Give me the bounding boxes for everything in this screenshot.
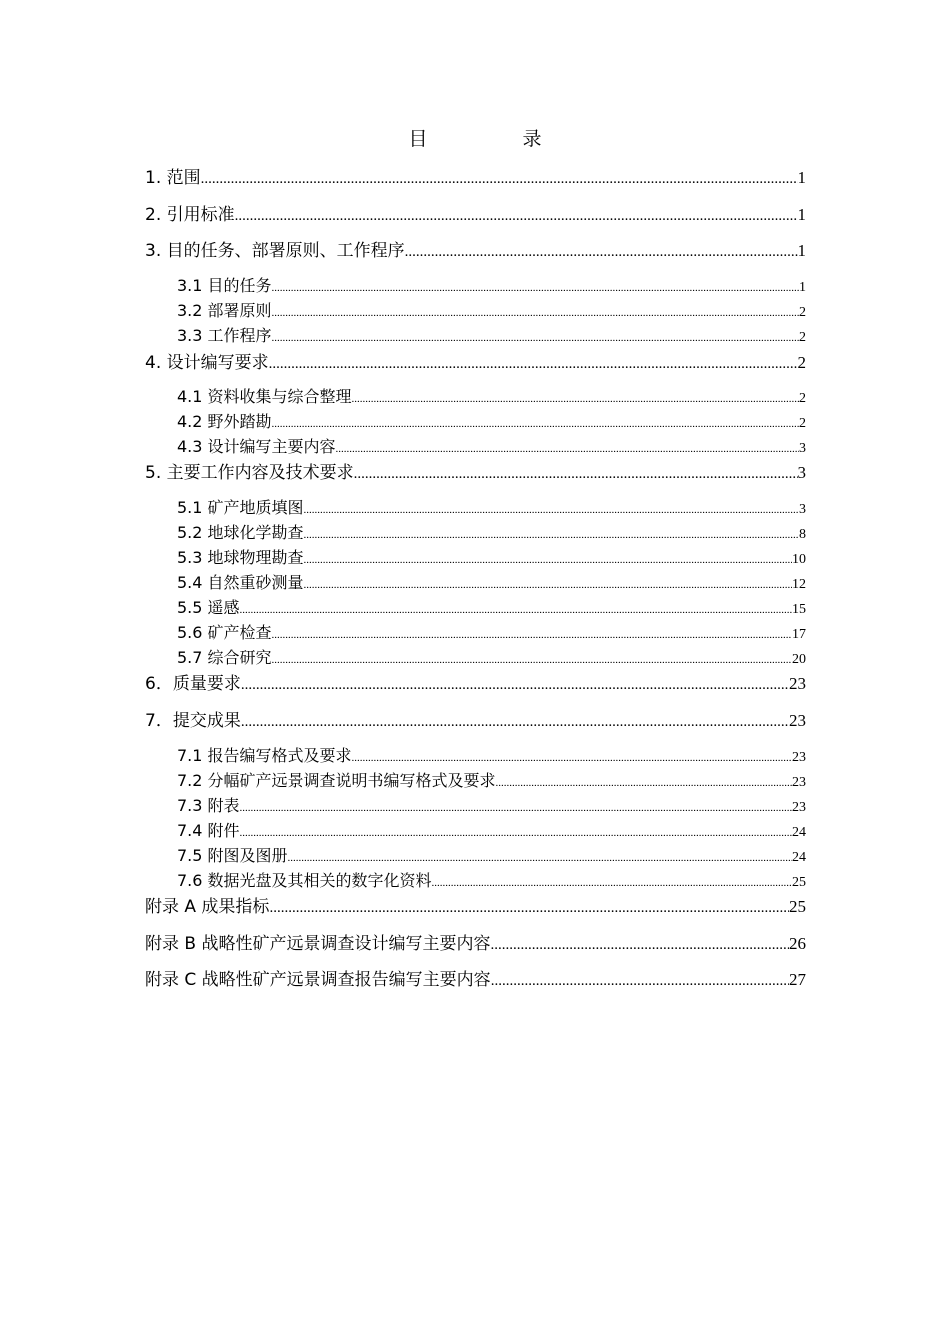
toc-entry-page: 1 xyxy=(797,205,806,224)
toc-leader-dots xyxy=(304,504,799,516)
toc-entry-page: 1 xyxy=(799,280,806,295)
toc-leader-dots xyxy=(304,529,799,541)
toc-entry-text: 5.4 自然重砂测量 xyxy=(177,573,304,592)
toc-entry-7-6[interactable] xyxy=(177,868,806,891)
toc-entry-text: 5.6 矿产检查 xyxy=(177,623,272,642)
toc-entry-3-2[interactable] xyxy=(177,298,806,321)
toc-entry-page: 3 xyxy=(799,502,806,517)
toc-entry-page: 17 xyxy=(792,627,806,642)
toc-leader-dots xyxy=(269,900,789,917)
toc-entry-text: 2. 引用标准 xyxy=(145,205,235,225)
toc-entry-text: 7.1 报告编写格式及要求 xyxy=(177,746,352,765)
toc-entry-text: 4.1 资料收集与综合整理 xyxy=(177,387,352,406)
toc-entry-text: 7.2 分幅矿产远景调查说明书编写格式及要求 xyxy=(177,771,496,790)
toc-entry-text: 5. 主要工作内容及技术要求 xyxy=(145,463,354,483)
toc-leader-dots xyxy=(240,827,792,839)
toc-entry-page: 26 xyxy=(789,934,806,953)
toc-entry-page: 24 xyxy=(792,850,806,865)
toc-entry-5[interactable] xyxy=(145,458,806,483)
toc-entry-page: 24 xyxy=(792,825,806,840)
toc-leader-dots xyxy=(272,418,799,430)
toc-entry-text: 5.1 矿产地质填图 xyxy=(177,498,304,517)
toc-entry-text: 3. 目的任务、部署原则、工作程序 xyxy=(145,241,405,261)
toc-leader-dots xyxy=(272,332,799,344)
toc-leader-dots xyxy=(304,579,792,591)
toc-leader-dots xyxy=(201,171,798,188)
toc-entry-text: 7.5 附图及图册 xyxy=(177,846,288,865)
toc-entry-page: 27 xyxy=(789,970,806,989)
toc-entry-text: 6．质量要求 xyxy=(145,674,241,694)
toc-entry-page: 23 xyxy=(789,711,806,730)
toc-entry-page: 1 xyxy=(797,168,806,187)
toc-leader-dots xyxy=(490,937,789,954)
toc-leader-dots xyxy=(496,777,792,789)
toc-entry-3-3[interactable] xyxy=(177,323,806,346)
toc-entry-appendix-a[interactable] xyxy=(145,892,806,917)
toc-entry-text: 7.6 数据光盘及其相关的数字化资料 xyxy=(177,871,432,890)
toc-leader-dots xyxy=(272,282,799,294)
toc-entry-7-5[interactable] xyxy=(177,843,806,866)
toc-leader-dots xyxy=(272,307,799,319)
toc-entry-5-1[interactable] xyxy=(177,495,806,518)
toc-entry-text: 附录 B 战略性矿产远景调查设计编写主要内容 xyxy=(145,934,491,954)
toc-leader-dots xyxy=(269,356,798,373)
toc-entry-page: 1 xyxy=(797,241,806,260)
toc-entry-7[interactable] xyxy=(145,706,806,731)
toc-leader-dots xyxy=(405,244,798,261)
toc-entry-page: 23 xyxy=(792,775,806,790)
toc-entry-appendix-c[interactable] xyxy=(145,965,806,990)
toc-entry-text: 7.3 附表 xyxy=(177,796,240,815)
toc-entry-4[interactable] xyxy=(145,348,806,373)
toc-entry-text: 5.5 遥感 xyxy=(177,598,240,617)
toc-entry-text: 3.1 目的任务 xyxy=(177,276,272,295)
toc-entry-5-2[interactable] xyxy=(177,520,806,543)
toc-entry-text: 附录 A 成果指标 xyxy=(145,897,270,917)
toc-entry-page: 2 xyxy=(799,330,806,345)
toc-entry-page: 8 xyxy=(799,527,806,542)
toc-entry-text: 3.3 工作程序 xyxy=(177,326,272,345)
toc-entry-page: 23 xyxy=(789,674,806,693)
toc-entry-page: 23 xyxy=(792,750,806,765)
toc-entry-page: 2 xyxy=(799,391,806,406)
toc-entry-1[interactable] xyxy=(145,163,806,188)
toc-entry-page: 25 xyxy=(789,897,806,916)
toc-leader-dots xyxy=(240,604,792,616)
toc-entry-4-2[interactable] xyxy=(177,409,806,432)
toc-entry-2[interactable] xyxy=(145,200,806,225)
toc-entry-3-1[interactable] xyxy=(177,273,806,296)
toc-leader-dots xyxy=(235,208,798,225)
toc-leader-dots xyxy=(336,443,799,455)
toc-entry-page: 2 xyxy=(797,353,806,372)
toc-entry-7-2[interactable] xyxy=(177,768,806,791)
toc-entry-5-7[interactable] xyxy=(177,645,806,668)
toc-entry-4-3[interactable] xyxy=(177,434,806,457)
toc-title: 目 录 xyxy=(408,128,580,150)
toc-entry-text: 3.2 部署原则 xyxy=(177,301,272,320)
toc-leader-dots xyxy=(432,877,792,889)
toc-leader-dots xyxy=(354,466,798,483)
toc-entry-page: 12 xyxy=(792,577,806,592)
toc-leader-dots xyxy=(352,393,799,405)
toc-leader-dots xyxy=(304,554,792,566)
toc-entry-text: 4.3 设计编写主要内容 xyxy=(177,437,336,456)
toc-entry-text: 7.4 附件 xyxy=(177,821,240,840)
toc-leader-dots xyxy=(272,629,792,641)
toc-entry-page: 15 xyxy=(792,602,806,617)
toc-entry-text: 5.3 地球物理勘查 xyxy=(177,548,304,567)
toc-entry-page: 25 xyxy=(792,875,806,890)
toc-entry-page: 3 xyxy=(797,463,806,482)
toc-entry-text: 5.7 综合研究 xyxy=(177,648,272,667)
toc-leader-dots xyxy=(241,714,789,731)
toc-entry-7-4[interactable] xyxy=(177,818,806,841)
toc-entry-7-1[interactable] xyxy=(177,743,806,766)
toc-entry-5-5[interactable] xyxy=(177,595,806,618)
toc-entry-page: 23 xyxy=(792,800,806,815)
toc-entry-7-3[interactable] xyxy=(177,793,806,816)
toc-leader-dots xyxy=(352,752,792,764)
toc-entry-page: 3 xyxy=(799,441,806,456)
toc-entry-appendix-b[interactable] xyxy=(145,929,806,954)
toc-entry-page: 20 xyxy=(792,652,806,667)
toc-leader-dots xyxy=(272,654,792,666)
toc-entry-text: 5.2 地球化学勘查 xyxy=(177,523,304,542)
toc-leader-dots xyxy=(491,973,789,990)
toc-entry-3[interactable] xyxy=(145,236,806,261)
toc-entry-6[interactable] xyxy=(145,669,806,694)
toc-entry-text: 附录 C 战略性矿产远景调查报告编写主要内容 xyxy=(145,970,491,990)
toc-entry-5-3[interactable] xyxy=(177,545,806,568)
toc-entry-4-1[interactable] xyxy=(177,384,806,407)
toc-entry-page: 2 xyxy=(799,416,806,431)
toc-leader-dots xyxy=(240,802,792,814)
toc-entry-text: 7．提交成果 xyxy=(145,711,241,731)
toc-entry-5-4[interactable] xyxy=(177,570,806,593)
toc-entry-page: 2 xyxy=(799,305,806,320)
toc-leader-dots xyxy=(288,852,792,864)
toc-entry-text: 1. 范围 xyxy=(145,168,201,188)
toc-entry-page: 10 xyxy=(792,552,806,567)
toc-leader-dots xyxy=(241,677,789,694)
toc-entry-5-6[interactable] xyxy=(177,620,806,643)
toc-entry-text: 4. 设计编写要求 xyxy=(145,353,269,373)
toc-entry-text: 4.2 野外踏勘 xyxy=(177,412,272,431)
